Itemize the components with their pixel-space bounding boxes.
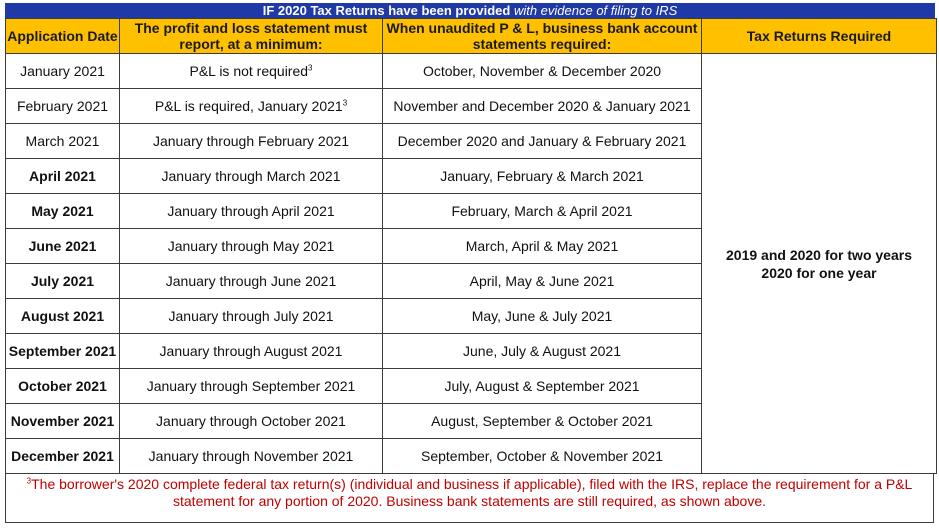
pl-cell: January through April 2021 xyxy=(120,194,383,229)
pl-cell: January through June 2021 xyxy=(120,264,383,299)
application-date-cell: October 2021 xyxy=(6,369,120,404)
application-date-cell: November 2021 xyxy=(6,404,120,439)
pl-cell: January through July 2021 xyxy=(120,299,383,334)
header-tax-returns: Tax Returns Required xyxy=(702,19,937,54)
table-row xyxy=(6,54,937,89)
pl-cell: January through November 2021 xyxy=(120,439,383,474)
pl-cell: January through February 2021 xyxy=(120,124,383,159)
banner-title: IF 2020 Tax Returns have been provided xyxy=(262,3,511,18)
pl-cell: January through August 2021 xyxy=(120,334,383,369)
tax-returns-line-2: 2020 for one year xyxy=(761,264,877,281)
application-date-cell: May 2021 xyxy=(6,194,120,229)
pl-cell: January through September 2021 xyxy=(120,369,383,404)
footnote-text: The borrower's 2020 complete federal tax return(s) (individual and business if applicable), filed with the IRS, replace the requirement for a P&L statement for any portion of 2020. Business bank statements are still required, as shown above. xyxy=(31,476,913,509)
header-application-date: Application Date xyxy=(6,19,120,54)
bank-statements-cell: August, September & October 2021 xyxy=(383,404,702,439)
application-date-cell: February 2021 xyxy=(6,89,120,124)
application-date-cell: August 2021 xyxy=(6,299,120,334)
application-date-cell: June 2021 xyxy=(6,229,120,264)
application-date-cell: January 2021 xyxy=(6,54,120,89)
pl-cell: January through October 2021 xyxy=(120,404,383,439)
pl-text: P&L is not required xyxy=(189,63,309,79)
bank-statements-cell: October, November & December 2020 xyxy=(383,54,702,89)
bank-statements-cell: July, August & September 2021 xyxy=(383,369,702,404)
application-date-cell: September 2021 xyxy=(6,334,120,369)
bank-statements-cell: January, February & March 2021 xyxy=(383,159,702,194)
bank-statements-cell: June, July & August 2021 xyxy=(383,334,702,369)
bank-statements-cell: March, April & May 2021 xyxy=(383,229,702,264)
title-banner xyxy=(5,3,935,18)
banner-subtitle: with evidence of filing to IRS xyxy=(510,3,678,18)
application-date-cell: April 2021 xyxy=(6,159,120,194)
bank-statements-cell: May, June & July 2021 xyxy=(383,299,702,334)
header-pl-statement: The profit and loss statement must report, at a minimum: xyxy=(120,19,383,54)
pl-cell: January through March 2021 xyxy=(120,159,383,194)
bank-statements-cell: November and December 2020 & January 2021 xyxy=(383,89,702,124)
pl-cell xyxy=(120,89,383,124)
bank-statements-cell: April, May & June 2021 xyxy=(383,264,702,299)
footnote-marker: 3 xyxy=(26,476,32,486)
pl-text: P&L is required, January 2021 xyxy=(154,98,343,114)
bank-statements-cell: February, March & April 2021 xyxy=(383,194,702,229)
pl-cell xyxy=(120,54,383,89)
pl-cell: January through May 2021 xyxy=(120,229,383,264)
footnote-ref: 3 xyxy=(342,98,348,108)
header-bank-statements: When unaudited P & L, business bank account statements required: xyxy=(383,19,702,54)
requirements-table xyxy=(5,18,937,474)
tax-returns-cell xyxy=(702,54,937,474)
bank-statements-cell: September, October & November 2021 xyxy=(383,439,702,474)
header-row xyxy=(6,19,937,54)
application-date-cell: December 2021 xyxy=(6,439,120,474)
application-date-cell: March 2021 xyxy=(6,124,120,159)
footnote xyxy=(5,473,934,523)
application-date-cell: July 2021 xyxy=(6,264,120,299)
footnote-ref: 3 xyxy=(308,63,313,73)
bank-statements-cell: December 2020 and January & February 2021 xyxy=(383,124,702,159)
tax-returns-line-1: 2019 and 2020 for two years xyxy=(726,246,912,263)
